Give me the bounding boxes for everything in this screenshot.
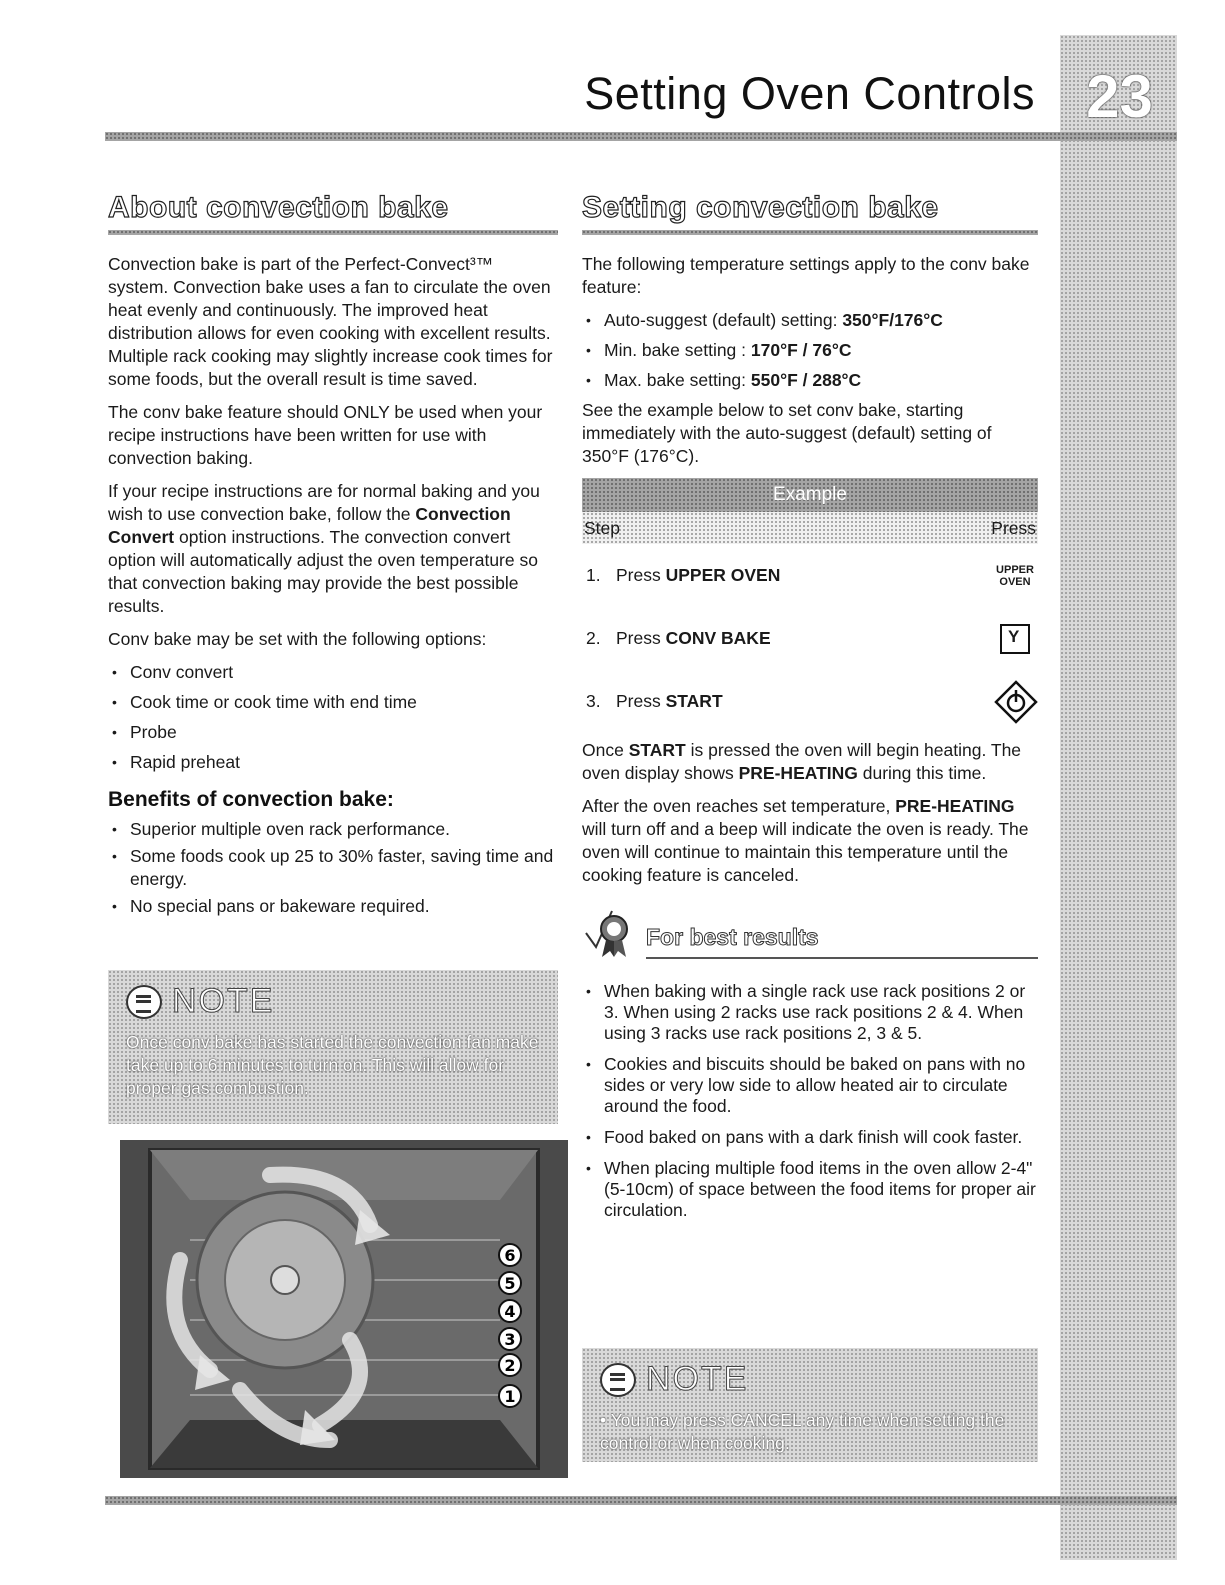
list-item: • No special pans or bakeware required.: [108, 895, 558, 918]
footer-rule: [105, 1496, 1177, 1505]
note-header: [600, 1360, 1020, 1399]
note-icon: [126, 985, 162, 1019]
oven-interior-photo: [120, 1140, 568, 1478]
best-results-title: For best results: [646, 924, 1038, 959]
convert-paragraph: If your recipe instructions are for normal baking and you wish to use convection bake, follow the Convection Convert option instructions. The convection convert option will automatically adjust the oven temperature so that convection baking may provide the best possible results.: [108, 481, 540, 616]
conv-bake-key-icon: [1000, 624, 1030, 654]
step-row: 2. Press CONV BAKE Y: [582, 607, 1038, 670]
section-underline: [582, 230, 1038, 235]
oven-illustration: [120, 1140, 568, 1478]
list-item: • Conv convert: [108, 661, 558, 684]
list-item: • Probe: [108, 721, 558, 744]
press-column-label: Press: [991, 518, 1036, 538]
rack-label-4: 4: [504, 1302, 516, 1321]
setting-convection-title: Setting convection bake: [582, 191, 939, 224]
note-box-left: [108, 970, 558, 1124]
note-text: Once conv bake has started the convection fan make take up to 6 minutes to turn on. This will allow for proper gas combustion.: [126, 1032, 539, 1098]
rack-label-5: 5: [504, 1274, 516, 1293]
options-list: [108, 661, 558, 774]
example-intro: See the example below to set conv bake, starting immediately with the auto-suggest (default) setting of 350°F (176°C).: [582, 400, 992, 466]
step-column-label: Step: [584, 518, 620, 538]
section-underline: [108, 230, 558, 235]
intro-paragraph: Convection bake is part of the Perfect-Convect³™ system. Convection bake uses a fan to circulate the oven heat evenly and continuously. The improved heat distribution allows for even cooking with excellent results. Multiple rack cooking may slightly increase cook times for some foods, but the overall result is time saved.: [108, 254, 553, 389]
benefits-list: [108, 818, 558, 918]
left-column: [108, 188, 558, 924]
preheat-complete-paragraph: After the oven reaches set temperature, PRE-HEATING will turn off and a beep will indicate the oven is ready. The oven will continue to maintain this temperature until the cooking feature is canceled.: [582, 796, 1029, 885]
rack-label-2: 2: [504, 1356, 516, 1375]
conv-only-paragraph: The conv bake feature should ONLY be used when your recipe instructions have been written for use with convection baking.: [108, 402, 543, 468]
list-item: • Food baked on pans with a dark finish will cook faster.: [582, 1127, 1038, 1148]
note-label: NOTE: [172, 982, 275, 1020]
best-results-list: [582, 981, 1038, 1221]
options-intro: Conv bake may be set with the following options:: [108, 629, 487, 649]
note-box-right: [582, 1348, 1038, 1462]
note-header: [126, 982, 540, 1021]
note-label: NOTE: [646, 1360, 749, 1398]
list-item: • Superior multiple oven rack performance.: [108, 818, 558, 841]
list-item: • Auto-suggest (default) setting: 350°F/176°C: [582, 309, 1038, 332]
rack-label-3: 3: [504, 1330, 516, 1349]
benefits-title: Benefits of convection bake:: [108, 788, 394, 811]
side-tab: [1060, 35, 1177, 1560]
temp-intro: The following temperature settings apply to the conv bake feature:: [582, 254, 1030, 297]
upper-oven-key-icon: UPPER OVEN: [996, 563, 1034, 588]
start-key-icon: [994, 680, 1038, 724]
list-item: • Min. bake setting : 170°F / 76°C: [582, 339, 1038, 362]
page-title: Setting Oven Controls: [584, 68, 1035, 119]
right-column: [582, 188, 1038, 1231]
award-ribbon-icon: [582, 903, 636, 959]
step-table-header: [582, 512, 1038, 544]
convection-convert-term: Convection Convert: [108, 504, 511, 547]
list-item: • Cook time or cook time with end time: [108, 691, 558, 714]
rack-label-6: 6: [504, 1246, 516, 1265]
list-item: • Some foods cook up 25 to 30% faster, saving time and energy.: [108, 845, 558, 891]
list-item: • When baking with a single rack use rack positions 2 or 3. When using 2 racks use rack positions 2 & 4. When using 3 racks use rack positions 2, 3 & 5.: [582, 981, 1038, 1044]
note-text: • You may press CANCEL any time when setting the control or when cooking.: [600, 1410, 1005, 1453]
about-convection-title: About convection bake: [108, 191, 449, 224]
list-item: • Cookies and biscuits should be baked on pans with no sides or very low side to allow heated air to circulate around the food.: [582, 1054, 1038, 1117]
example-header: Example: [582, 478, 1038, 512]
after-start-paragraph: Once START is pressed the oven will begin heating. The oven display shows PRE-HEATING during this time.: [582, 740, 1022, 783]
list-item: • Max. bake setting: 550°F / 288°C: [582, 369, 1038, 392]
step-row: 3. Press START: [582, 670, 1038, 733]
list-item: • When placing multiple food items in the oven allow 2-4" (5-10cm) of space between the food items for proper air circulation.: [582, 1158, 1038, 1221]
note-icon: [600, 1363, 636, 1397]
temp-settings-list: [582, 309, 1038, 392]
header-rule: [105, 132, 1177, 141]
step-row: 1. Press UPPER OVEN UPPER OVEN: [582, 544, 1038, 607]
best-results-header: [582, 903, 1038, 959]
list-item: • Rapid preheat: [108, 751, 558, 774]
page-number: 23: [1086, 63, 1153, 130]
rack-label-1: 1: [504, 1387, 516, 1406]
